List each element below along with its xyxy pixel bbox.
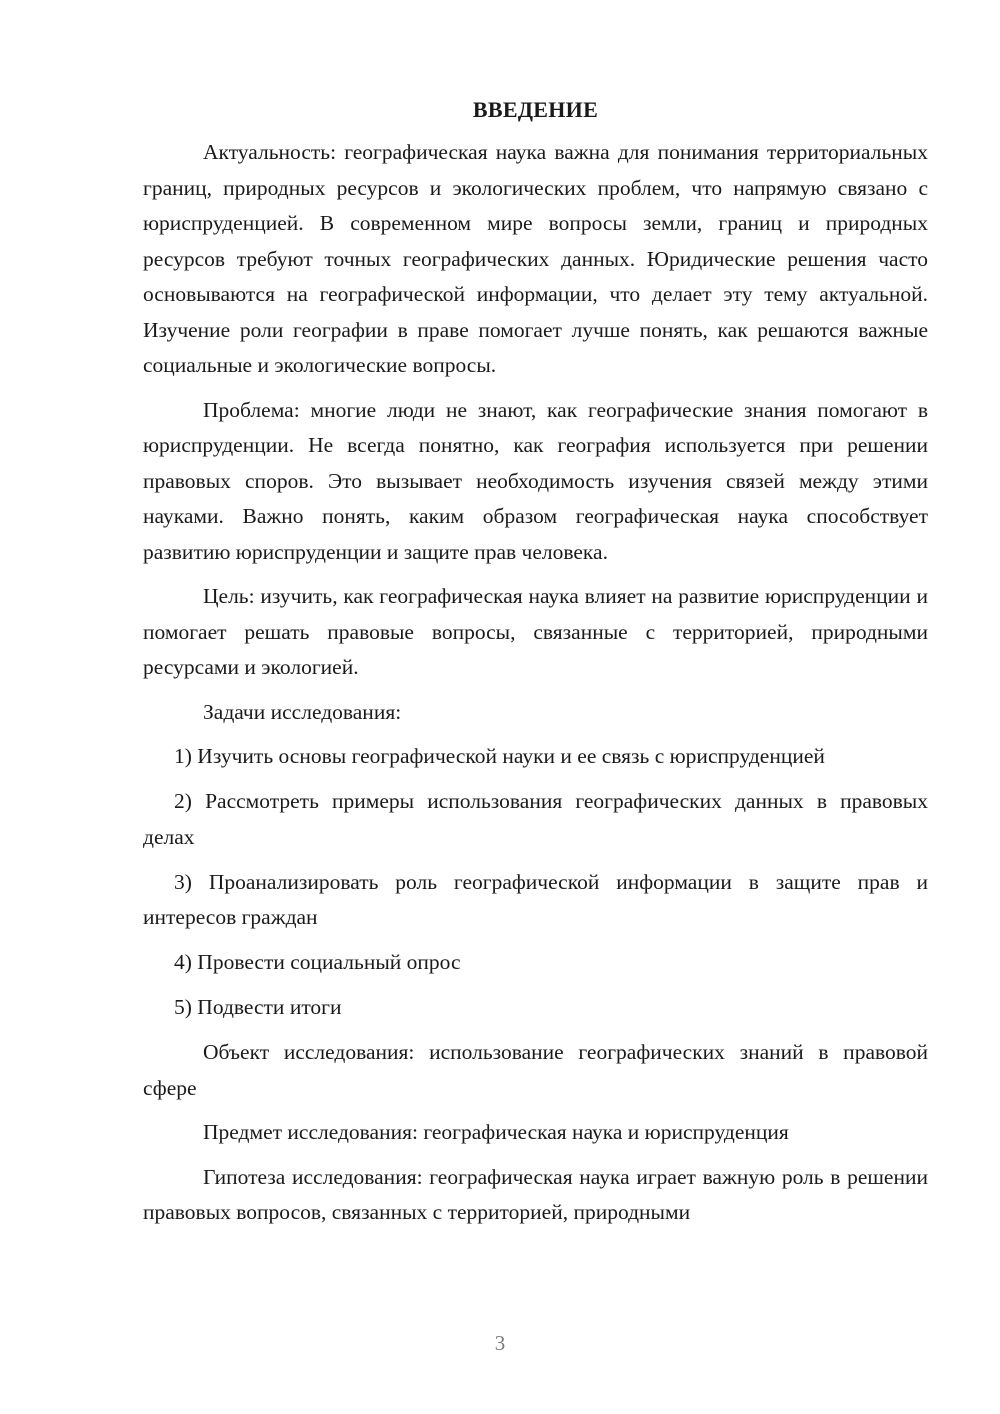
tasks-heading: Задачи исследования: [203,699,402,724]
task-text: Подвести итоги [197,995,342,1019]
hypothesis-paragraph: Гипотеза исследования: географическая наука играет важную роль в решении правовых вопросов, связанных с территорией, природными [143,1164,928,1224]
task-number: 4) [174,950,192,974]
task-number: 2) [174,789,192,813]
task-text: Рассмотреть примеры использования географических данных в правовых делах [143,789,929,849]
document-page [143,92,928,1240]
object-paragraph: Объект исследования: использование географических знаний в правовой сфере [143,1040,928,1100]
problem-paragraph: Проблема: многие люди не знают, как географические знания помогают в юриспруденции. Не всегда понятно, как география используется при решении правовых споров. Это вызывает необходимость изучения связей между этими науками. Важно понять, каким образом географическая наука способствует развитию юриспруденции и защите прав человека. [143,397,928,564]
task-number: 3) [174,869,192,894]
relevance-paragraph: Актуальность: географическая наука важна для понимания территориальных границ, природных ресурсов и экологических проблем, что напрямую связано с юриспруденцией. В современном мире вопросы земли, границ и природных ресурсов требуют точных географических данных. Юридические решения часто основываются на географической информации, что делает эту тему актуальной. Изучение роли географии в праве помогает лучше понять, как решаются важные социальные и экологические вопросы. [143,140,928,377]
page-number: 3 [494,1331,506,1355]
task-item-3 [143,865,928,936]
goal-paragraph: Цель: изучить, как географическая наука влияет на развитие юриспруденции и помогает решать правовые вопросы, связанные с территорией, природными ресурсами и экологией. [143,584,928,679]
task-text: Провести социальный опрос [197,950,461,974]
task-number: 1) [174,744,192,768]
task-item-5 [143,990,928,1026]
task-text: Изучить основы географической науки и ее связь с юриспруденцией [197,744,825,768]
subject-paragraph: Предмет исследования: географическая наука и юриспруденция [203,1120,789,1144]
page-title: ВВЕДЕНИЕ [472,97,599,122]
task-item-1 [143,739,928,775]
task-number: 5) [174,995,192,1019]
task-item-4 [143,945,928,981]
task-item-2 [143,784,928,855]
task-text: Проанализировать роль географической информации в защите прав и интересов граждан [143,869,929,929]
